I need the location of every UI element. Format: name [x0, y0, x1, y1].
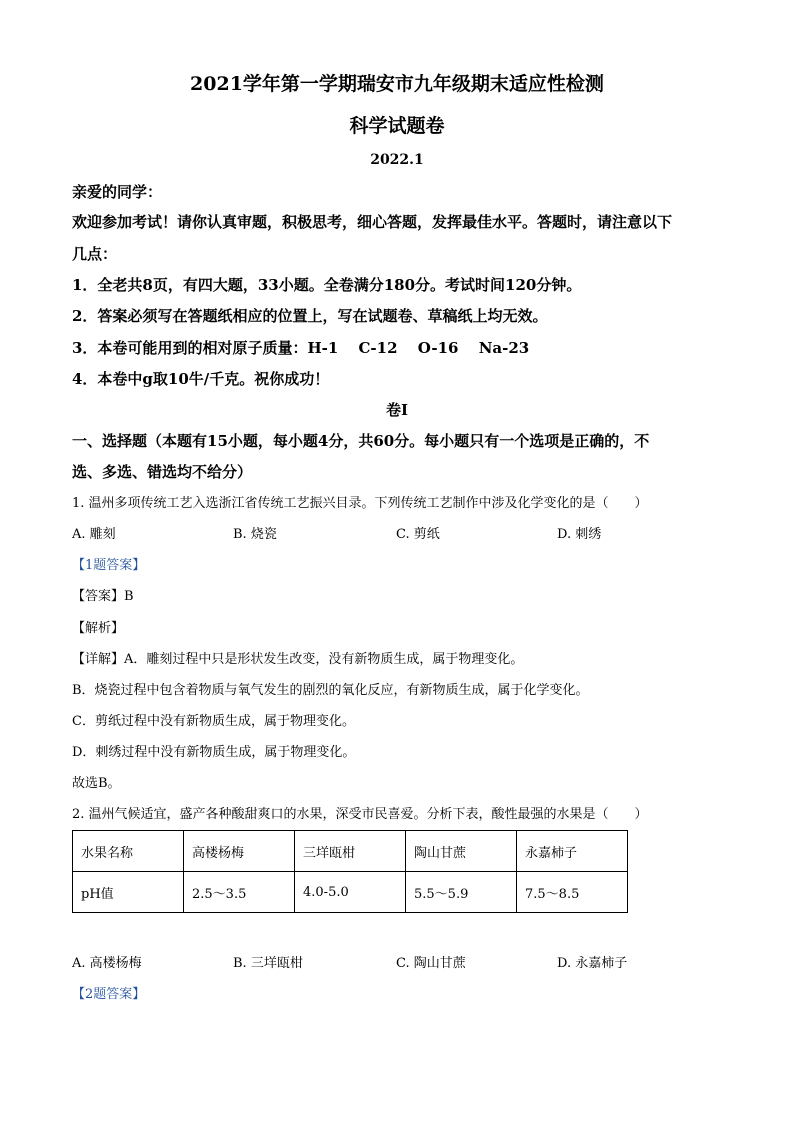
exam-date: 2022.1 [370, 152, 424, 168]
section-heading-1: 一、选择题（本题有15小题，每小题4分，共60分。每小题只有一个选项是正确的，不 [72, 432, 650, 450]
question-1-stem: 1. 温州多项传统工艺入选浙江省传统工艺振兴目录。下列传统工艺制作中涉及化学变化的是（ ） [72, 496, 648, 511]
note-4: 4．本卷中g取10牛/千克。祝你成功！ [72, 370, 330, 388]
section-heading-2: 选、多选、错选均不给分） [72, 463, 253, 481]
exam-subtitle: 科学试题卷 [349, 115, 445, 137]
note-2: 2．答案必须写在答题纸相应的位置上，写在试题卷、草稿纸上均无效。 [72, 307, 548, 325]
q1-answer-tag: 【1题答案】 [72, 558, 146, 573]
q1-detail-d: D．刺绣过程中没有新物质生成，属于物理变化。 [72, 745, 356, 760]
welcome-line-1: 欢迎参加考试！请你认真审题，积极思考，细心答题，发挥最佳水平。答题时，请注意以下 [72, 213, 673, 231]
table-row [73, 872, 628, 913]
q1-analysis-tag: 【解析】 [72, 621, 125, 636]
q2-option-a: A. 高楼杨梅 [72, 956, 142, 971]
table-cell: 水果名称 [73, 831, 184, 872]
q1-conclusion: 故选B。 [72, 776, 121, 791]
table-cell: 5.5～5.9 [406, 872, 517, 913]
q1-detail-text: A．雕刻过程中只是形状发生改变，没有新物质生成，属于物理变化。 [124, 652, 524, 667]
table-header-row [73, 831, 628, 872]
welcome-line-2: 几点： [72, 245, 118, 263]
q1-option-d: D. 刺绣 [557, 527, 602, 542]
q2-answer-tag: 【2题答案】 [72, 987, 146, 1002]
q1-option-c: C. 剪纸 [396, 527, 440, 542]
table-cell: 陶山甘蔗 [406, 831, 517, 872]
exam-title: 2021学年第一学期瑞安市九年级期末适应性检测 [190, 73, 604, 95]
table-cell: 4.0-5.0 [295, 872, 406, 913]
q1-option-a: A. 雕刻 [72, 527, 116, 542]
q2-option-d: D. 永嘉柿子 [557, 956, 628, 971]
table-cell: 7.5～8.5 [517, 872, 628, 913]
q1-detail-b: B．烧瓷过程中包含着物质与氧气发生的剧烈的氧化反应，有新物质生成，属于化学变化。 [72, 683, 589, 698]
q1-detail [72, 650, 523, 670]
q1-answer: 【答案】B [72, 589, 134, 604]
q2-option-c: C. 陶山甘蔗 [396, 956, 466, 971]
table-cell: 三垟瓯柑 [295, 831, 406, 872]
q2-option-b: B. 三垟瓯柑 [233, 956, 303, 971]
greeting: 亲爱的同学： [72, 183, 163, 201]
table-cell: 永嘉柿子 [517, 831, 628, 872]
note-1: 1．全老共8页，有四大题，33小题。全卷满分180分。考试时间120分钟。 [72, 276, 582, 294]
note-3: 3．本卷可能用到的相对原子质量：H-1 C-12 O-16 Na-23 [72, 339, 530, 357]
q1-option-b: B. 烧瓷 [233, 527, 277, 542]
question-2-stem: 2. 温州气候适宜，盛产各种酸甜爽口的水果，深受市民喜爱。分析下表，酸性最强的水果是（ ） [72, 807, 648, 822]
table-cell: pH值 [73, 872, 184, 913]
table-cell: 2.5～3.5 [184, 872, 295, 913]
ph-table [72, 830, 628, 913]
q1-detail-c: C．剪纸过程中没有新物质生成，属于物理变化。 [72, 714, 355, 729]
q1-detail-label: 【详解】 [72, 652, 125, 667]
volume-label: 卷Ⅰ [385, 401, 409, 419]
table-cell: 高楼杨梅 [184, 831, 295, 872]
